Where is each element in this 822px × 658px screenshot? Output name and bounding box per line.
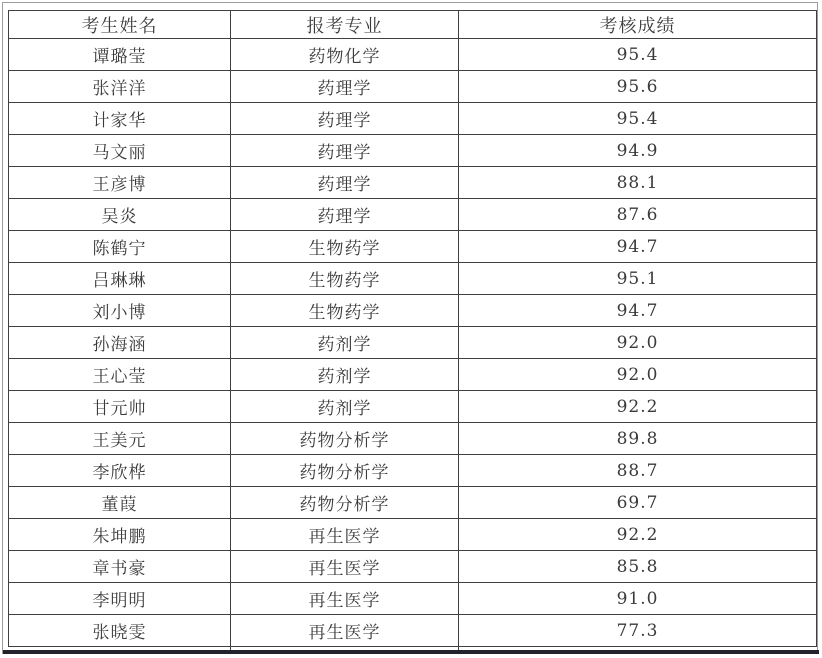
table-row: [9, 359, 817, 391]
table-row: [9, 263, 817, 295]
bottom-thick-rule: [3, 650, 819, 654]
table-row: [9, 295, 817, 327]
score-table: [8, 10, 817, 647]
exam-score-cell: 69.7: [459, 487, 817, 519]
candidate-name-cell: 谭璐莹: [9, 39, 231, 71]
table-row: [9, 583, 817, 615]
applied-major-cell: 生物药学: [231, 263, 459, 295]
exam-score-cell: 92.2: [459, 391, 817, 423]
applied-major-cell: 药理学: [231, 167, 459, 199]
applied-major-cell: 再生医学: [231, 615, 459, 647]
applied-major-cell: 药物分析学: [231, 423, 459, 455]
applied-major-cell: 再生医学: [231, 583, 459, 615]
candidate-name-cell: 吕琳琳: [9, 263, 231, 295]
table-row: [9, 551, 817, 583]
exam-score-cell: 92.0: [459, 359, 817, 391]
exam-score-cell: 88.7: [459, 455, 817, 487]
col-header-candidate-name: 考生姓名: [9, 11, 231, 39]
applied-major-cell: 生物药学: [231, 295, 459, 327]
exam-score-cell: 85.8: [459, 551, 817, 583]
exam-score-cell: 91.0: [459, 583, 817, 615]
table-row: [9, 103, 817, 135]
exam-score-cell: 95.4: [459, 39, 817, 71]
applied-major-cell: 药物化学: [231, 39, 459, 71]
candidate-name-cell: 董葭: [9, 487, 231, 519]
candidate-name-cell: 计家华: [9, 103, 231, 135]
exam-score-cell: 95.6: [459, 71, 817, 103]
applied-major-cell: 药物分析学: [231, 487, 459, 519]
table-row: [9, 71, 817, 103]
candidate-name-cell: 陈鹤宁: [9, 231, 231, 263]
candidate-name-cell: 李明明: [9, 583, 231, 615]
applied-major-cell: 药理学: [231, 199, 459, 231]
col-header-applied-major: 报考专业: [231, 11, 459, 39]
candidate-name-cell: 孙海涵: [9, 327, 231, 359]
exam-score-cell: 94.9: [459, 135, 817, 167]
applied-major-cell: 生物药学: [231, 231, 459, 263]
applied-major-cell: 药剂学: [231, 359, 459, 391]
table-row: [9, 455, 817, 487]
candidate-name-cell: 章书豪: [9, 551, 231, 583]
applied-major-cell: 药剂学: [231, 327, 459, 359]
table-row: [9, 487, 817, 519]
applied-major-cell: 药理学: [231, 71, 459, 103]
applied-major-cell: 药理学: [231, 135, 459, 167]
header-row: [9, 11, 817, 39]
table-row: [9, 615, 817, 647]
exam-score-cell: 95.4: [459, 103, 817, 135]
applied-major-cell: 药理学: [231, 103, 459, 135]
table-row: [9, 39, 817, 71]
exam-score-cell: 94.7: [459, 231, 817, 263]
exam-score-cell: 77.3: [459, 615, 817, 647]
exam-score-cell: 89.8: [459, 423, 817, 455]
exam-score-cell: 92.2: [459, 519, 817, 551]
table-row: [9, 135, 817, 167]
candidate-name-cell: 甘元帅: [9, 391, 231, 423]
exam-score-cell: 94.7: [459, 295, 817, 327]
candidate-name-cell: 张洋洋: [9, 71, 231, 103]
exam-score-cell: 92.0: [459, 327, 817, 359]
table-row: [9, 391, 817, 423]
exam-score-cell: 88.1: [459, 167, 817, 199]
table-row: [9, 167, 817, 199]
candidate-name-cell: 张晓雯: [9, 615, 231, 647]
applied-major-cell: 药物分析学: [231, 455, 459, 487]
col-header-exam-score: 考核成绩: [459, 11, 817, 39]
table-body: [9, 39, 817, 647]
candidate-name-cell: 王美元: [9, 423, 231, 455]
table-row: [9, 519, 817, 551]
candidate-name-cell: 李欣桦: [9, 455, 231, 487]
candidate-name-cell: 马文丽: [9, 135, 231, 167]
table-row: [9, 231, 817, 263]
candidate-name-cell: 吴炎: [9, 199, 231, 231]
applied-major-cell: 再生医学: [231, 519, 459, 551]
applied-major-cell: 药剂学: [231, 391, 459, 423]
candidate-name-cell: 刘小博: [9, 295, 231, 327]
candidate-name-cell: 王彦博: [9, 167, 231, 199]
exam-score-cell: 95.1: [459, 263, 817, 295]
applied-major-cell: 再生医学: [231, 551, 459, 583]
exam-score-cell: 87.6: [459, 199, 817, 231]
candidate-name-cell: 朱坤鹏: [9, 519, 231, 551]
table-row: [9, 423, 817, 455]
table-row: [9, 199, 817, 231]
table-row: [9, 327, 817, 359]
candidate-name-cell: 王心莹: [9, 359, 231, 391]
